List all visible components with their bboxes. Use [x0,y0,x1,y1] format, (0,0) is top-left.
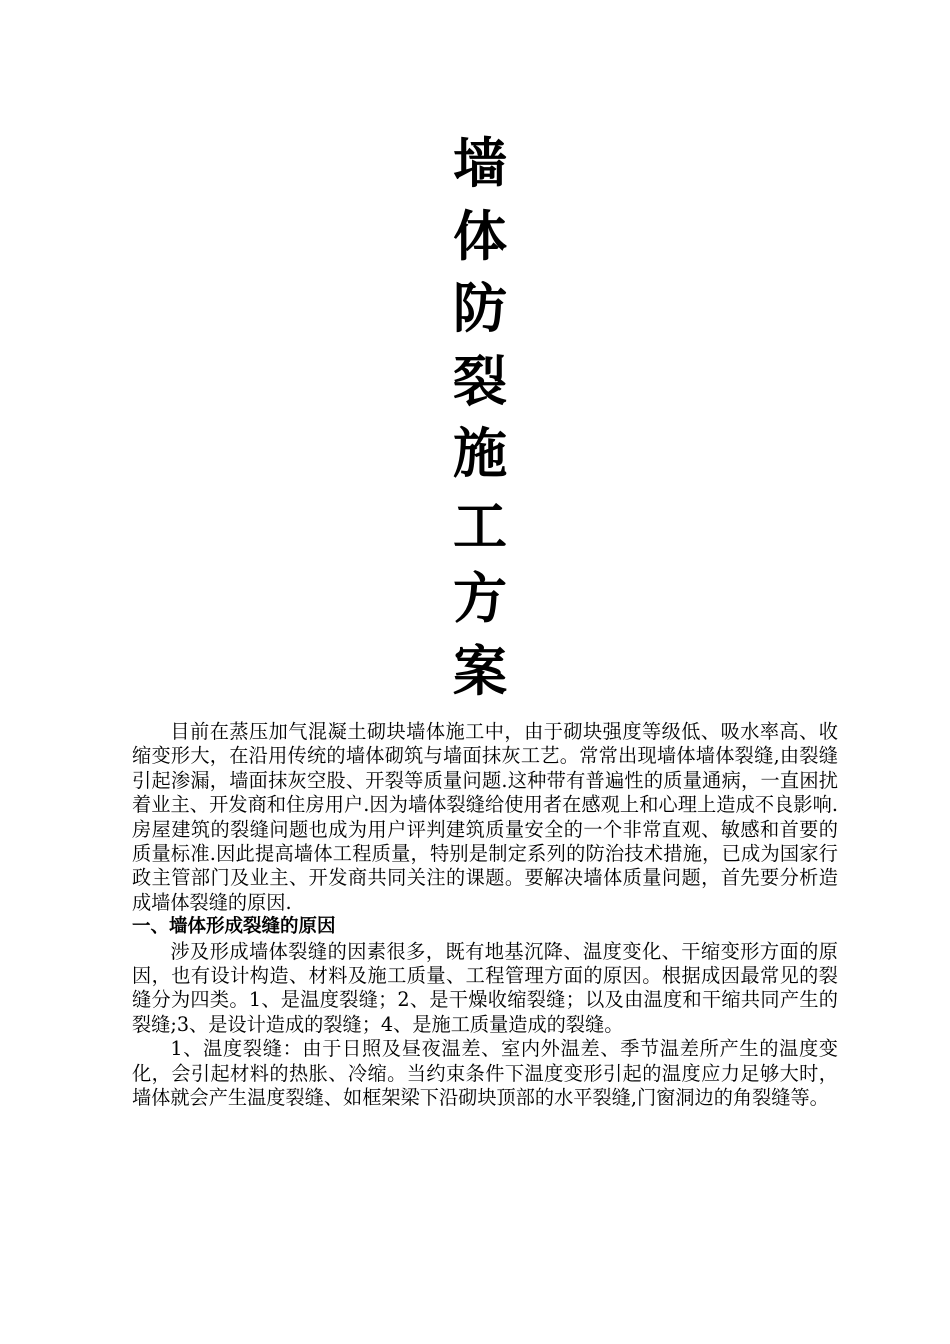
title-char: 方 [453,567,507,630]
title-char: 案 [453,639,507,703]
title-char: 裂 [453,349,507,413]
section-paragraph: 涉及形成墙体裂缝的因素很多，既有地基沉降、温度变化、干缩变形方面的原因，也有设计构造、材料及施工质量、工程管理方面的原因。根据成因最常见的裂缝分为四类。1、是温度裂缝；2、是干燥收缩裂缝；以及由温度和干缩共同产生的裂缝;3、是设计造成的裂缝；4、是施工质量造成的裂缝。 [132,939,838,1036]
intro-paragraph: 目前在蒸压加气混凝土砌块墙体施工中，由于砌块强度等级低、吸水率高、收缩变形大，在沿用传统的墙体砌筑与墙面抹灰工艺。常常出现墙体墙体裂缝,由裂缝引起渗漏，墙面抹灰空股、开裂等质量问题.这种带有普遍性的质量通病，一直困扰着业主、开发商和住房用户.因为墙体裂缝给使用者在感观上和心理上造成不良影响.房屋建筑的裂缝问题也成为用户评判建筑质量安全的一个非常直观、敏感和首要的质量标准.因此提高墙体工程质量，特别是制定系列的防治技术措施，已成为国家行政主管部门及业主、开发商共同关注的课题。要解决墙体质量问题，首先要分析造成墙体裂缝的原因. [132,720,838,914]
title-char: 施 [453,422,507,485]
title-char: 体 [453,204,507,268]
section-heading: 一、墙体形成裂缝的原因 [132,916,336,938]
title-char: 墙 [453,132,507,195]
document-body [132,720,838,1111]
section-paragraph: 1、温度裂缝：由于日照及昼夜温差、室内外温差、季节温差所产生的温度变化，会引起材料的热胀、冷缩。当约束条件下温度变形引起的温度应力足够大时，墙体就会产生温度裂缝、如框架梁下沿砌块顶部的水平裂缝,门窗洞边的角裂缝等。 [132,1037,838,1110]
title-char: 防 [453,277,507,340]
document-title [440,128,520,708]
title-char: 工 [453,494,507,558]
